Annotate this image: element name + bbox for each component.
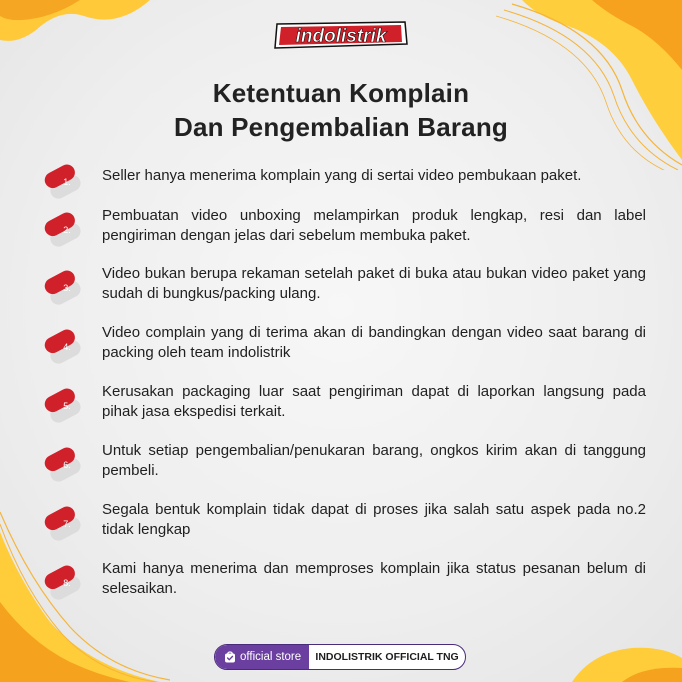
item-text: Segala bentuk komplain tidak dapat di proses jika salah satu aspek pada no.2 tidak lengkap — [102, 501, 646, 538]
item-text: Pembuatan video unboxing melampirkan produk lengkap, resi dan label pengiriman dengan jelas dari sebelum membuka paket. — [102, 207, 646, 244]
title-line-1: Ketentuan Komplain — [212, 78, 470, 108]
page-title — [0, 76, 682, 144]
list-item-5 — [40, 382, 646, 434]
item-text: Video bukan berupa rekaman setelah paket di buka atau bukan video paket yang sudah di bungkus/packing ulang. — [102, 265, 646, 302]
list-item-2 — [40, 206, 646, 258]
item-text: Untuk setiap pengembalian/penukaran barang, ongkos kirim akan di tanggung pembeli. — [102, 442, 646, 479]
list-item-4 — [40, 323, 646, 375]
number-badge — [40, 206, 88, 252]
title-line-2: Dan Pengembalian Barang — [173, 112, 509, 142]
number-badge — [40, 500, 88, 546]
brand-logo — [0, 18, 682, 57]
item-number: 3. — [63, 283, 71, 293]
number-badge — [40, 264, 88, 310]
item-number: 1. — [63, 177, 71, 187]
list-item-1 — [40, 158, 646, 210]
item-text: Kerusakan packaging luar saat pengiriman dapat di laporkan langsung pada pihak jasa ekspedisi terkait. — [102, 383, 646, 420]
number-badge — [40, 323, 88, 369]
list-item-6 — [40, 441, 646, 493]
number-badge — [40, 441, 88, 487]
number-badge — [40, 382, 88, 428]
item-number: 5. — [63, 401, 71, 411]
number-badge — [40, 559, 88, 605]
decor-bottom-right — [562, 642, 682, 682]
item-text: Seller hanya menerima komplain yang di sertai video pembukaan paket. — [102, 167, 582, 184]
item-number: 7. — [63, 519, 71, 529]
list-item-3 — [40, 264, 646, 316]
store-name: INDOLISTRIK OFFICIAL TNG — [315, 651, 459, 663]
item-number: 4. — [63, 342, 71, 352]
list-item-8 — [40, 559, 646, 611]
item-text: Video complain yang di terima akan di bandingkan dengan video saat barang di packing oleh team indolistrik — [102, 324, 646, 361]
official-store-badge — [214, 644, 466, 670]
brand-logo-mark — [271, 18, 411, 52]
official-store-label: official store — [240, 651, 302, 663]
shopping-bag-check-icon — [224, 651, 236, 663]
number-badge — [40, 158, 88, 204]
official-store-pill — [215, 645, 309, 669]
brand-logo-text: indolistrik — [295, 26, 387, 47]
item-number: 8. — [63, 578, 71, 588]
item-number: 6. — [63, 460, 71, 470]
item-number: 2. — [63, 225, 71, 235]
list-item-7 — [40, 500, 646, 552]
item-text: Kami hanya menerima dan memproses komplain jika status pesanan belum di selesaikan. — [102, 560, 646, 597]
